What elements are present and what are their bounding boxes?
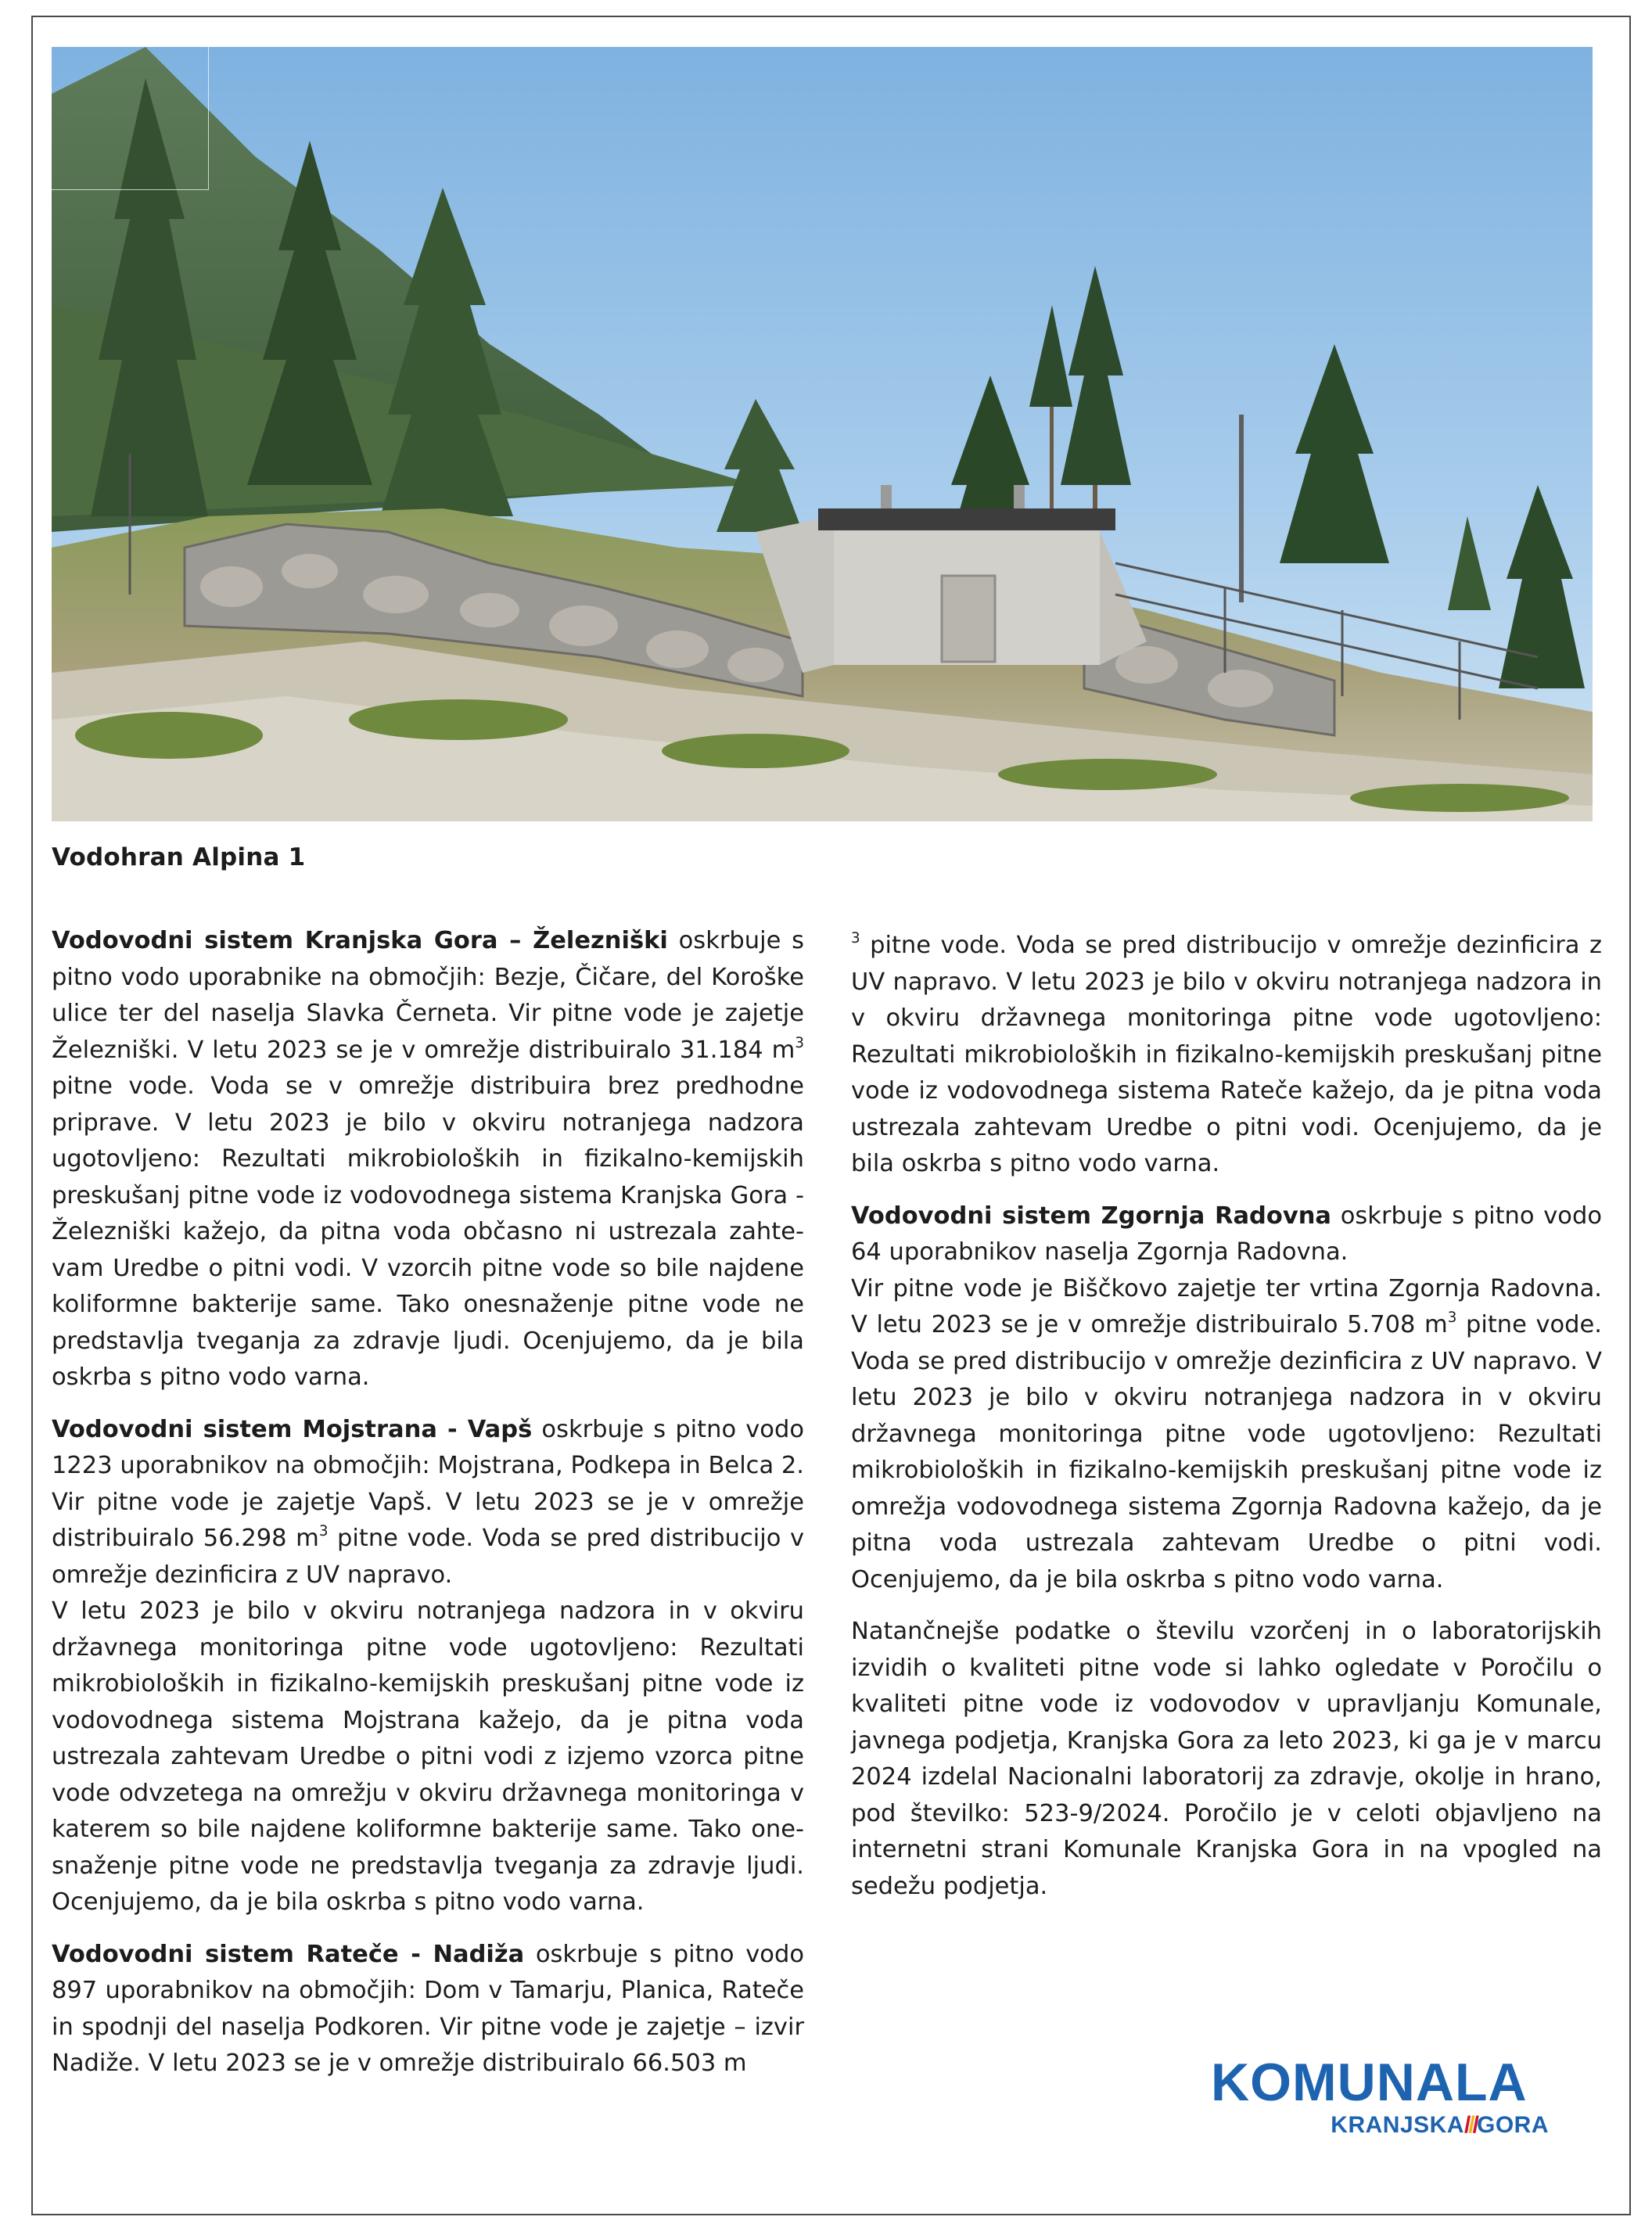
system-name-zgornja-radovna: Vodovodni sistem Zgornja Radovna: [851, 1202, 1331, 1230]
paragraph-kranjska-gora: [52, 923, 804, 1396]
paragraph-ratece: [52, 1937, 804, 2082]
system-name-ratece: Vodovodni sistem Rateče - Nadiža: [52, 1940, 525, 1968]
logo-wordmark: KOMUNALA: [1211, 2053, 1528, 2112]
logo-subtitle-left: KRANJSKA: [1331, 2112, 1464, 2138]
system-name-mojstrana: Vodovodni sistem Mojstrana - Vapš: [52, 1415, 533, 1443]
paragraph-text: oskrbuje s pitno vodo 64 uporabnikov naselja Zgornja Radovna.: [851, 1202, 1602, 1266]
paragraph-text: pitne vode. Voda se pred distribucijo v omrežje dezinficira z UV napravo. V letu 2023 je bilo v okviru notranjega nadzora in v okviru državnega monitoringa pitne vode ugotovljeno: Rezultati mikrobioloških in fizikalno-kemijskih preskušanj pitne vode iz vodovodnega sistema Rateče kažejo, da je pitna voda ustrezala zahtevam Uredbe o pitni vodi. Ocenjujemo, da je bila oskrba s pitno vodo varna.: [851, 932, 1602, 1177]
paragraph-text: oskrbuje s pitno vodo uporabnike na območjih: Bezje, Čičare, del Koroške ulice ter del naselja Slavka Černeta. Vir pitne vode je zajetje Železniški. V letu 2023 se je v omrežje distribuiralo 31.184 m: [52, 927, 804, 1064]
paragraph-report-info: [851, 1614, 1602, 1905]
paragraph-text: oskrbuje s pitno vodo 1223 uporabnikov na območjih: Mojstrana, Podkepa in Belca 2. Vir pitne vode je zajetje Vapš. V letu 2023 se je v omrežje distribuiralo 56.298 m: [52, 1415, 804, 1552]
logo-slashes-icon: ///: [1463, 2112, 1477, 2138]
superscript: 3: [851, 930, 860, 947]
superscript: 3: [795, 1034, 804, 1051]
superscript: 3: [318, 1523, 329, 1540]
logo-subtitle-right: GORA: [1477, 2112, 1549, 2138]
paragraph-zgornja-radovna-details: [851, 1271, 1602, 1599]
reservoir-photo: [52, 47, 1593, 821]
paragraph-text: oskrbuje s pitno vodo 897 uporabnikov na območjih: Dom v Tamarju, Planica, Rateče in spodnji del naselja Podkoren. Vir pitne vode je zajetje – izvir Nadiže. V letu 2023 se je v omrežje distribuiralo 66.503 m: [52, 1940, 804, 2077]
paragraph-mojstrana-monitoring: [52, 1593, 804, 1921]
left-column: [52, 923, 804, 2098]
paragraph-mojstrana: [52, 1412, 804, 1594]
paragraph-text: Natančnejše podatke o številu vzorčenj in o laboratorijskih izvidih o kvaliteti pitne vode si lahko ogledate v Poročilu o kvaliteti pitne vode iz vodovodov v upravljanju Komunale, javnega podjetja, Kranjska Gora za leto 2023, ki ga je v marcu 2024 izdelal Nacionalni laboratorij za zdravje, okolje in hrano, pod številko: 523-9/2024. Poročilo je v celoti objavljeno na internetni strani Komunale Kranjska Gora in na vpogled na sedežu podjetja.: [851, 1618, 1602, 1900]
right-column: [851, 928, 1602, 1920]
system-name-kranjska-gora: Vodovodni sistem Kranjska Gora – Železniški: [52, 927, 668, 954]
paragraph-text: pitne vode. Voda se pred distribucijo v omrežje dezinficira z UV napravo.: [52, 1525, 804, 1589]
paragraph-text: pitne vode. Voda se v omrežje distribuira brez predhodne priprave. V letu 2023 je bilo v okviru notranjega nadzora ugotovljeno: Rezultati mikrobioloških in fizikalno-kemijskih preskušanj pitne vode iz vodovodnega sistema Kranjska Gora - Železniški kažejo, da pitna voda občasno ni ustrezala zahtevam Uredbe o pitni vodi. V vzorcih pitne vode so bile najdene koliformne bakterije same. Tako onesnaženje pitne vode ne predstavlja tveganja za zdravje ljudi. Ocenjujemo, da je bila oskrba s pitno vodo varna.: [52, 1072, 804, 1391]
paragraph-text: pitne vode. Voda se pred distribucijo v omrežje dezinficira z UV napravo. V letu 2023 je bilo v okviru notranjega nadzora in v okviru državnega monitoringa pitne vode ugotovljeno: Rezultati mikrobioloških in fizikalno-kemijskih preskušanj pitne vode iz omrežja vodovodnega sistema Zgornja Radovna kažejo, da je pitna voda ustrezala zahtevam Uredbe o pitni vodi. Ocenjujemo, da je bila oskrba s pitno vodo varna.: [851, 1311, 1603, 1593]
superscript: 3: [1447, 1310, 1457, 1327]
komunala-logo: [1211, 2053, 1555, 2142]
paragraph-text: V letu 2023 je bilo v okviru notranjega nadzora in v okviru državnega monitoringa pitne vode ugotovljeno: Rezultati mikrobioloških in fizikalno-kemijskih preskušanj pitne vode iz vodovodnega sistema Mojstrana kažejo, da je pitna voda ustrezala zahtevam Uredbe o pitni vodi z izjemo vzorca pitne vode odvzetega na omrežju v okviru državnega monitoringa v katerem so bile najdene koliformne bakterije same. Tako onesnaženje pitne vode ne predstavlja tveganja za zdravje ljudi. Ocenjujemo, da je bila oskrba s pitno vodo varna.: [52, 1597, 804, 1916]
logo-subtitle: [1331, 2112, 1549, 2139]
paragraph-ratece-continued: [851, 928, 1602, 1183]
paragraph-text: Vir pitne vode je Biščkovo zajetje ter vrtina Zgornja Radovna. V letu 2023 se je v omrežje distribuiralo 5.708 m: [851, 1274, 1602, 1338]
paragraph-zgornja-radovna: [851, 1198, 1602, 1271]
photo-caption: Vodohran Alpina 1: [52, 843, 306, 871]
